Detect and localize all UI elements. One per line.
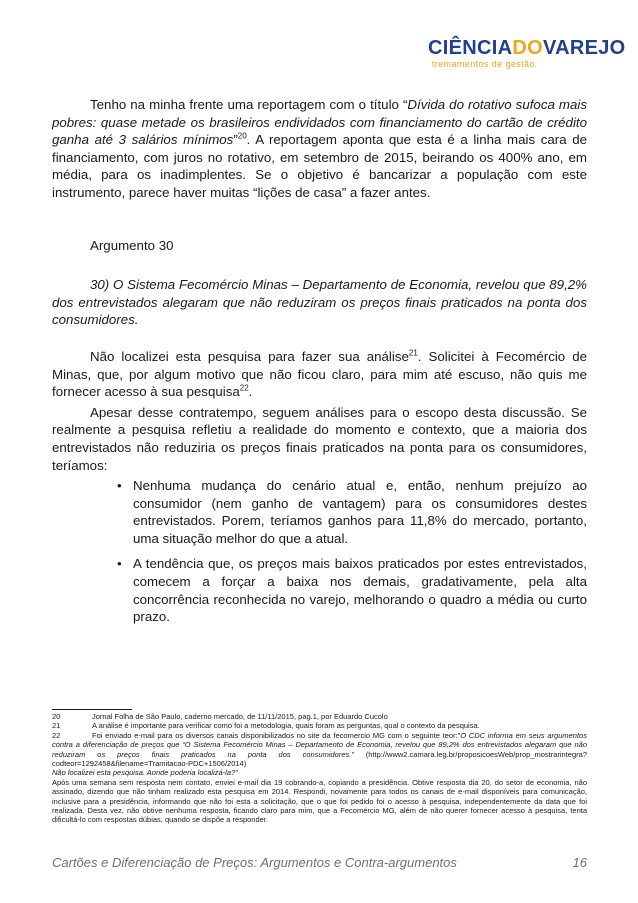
- footnote-22-question: Não localizei esta pesquisa. Aonde poderia localizá-la?”: [52, 768, 238, 778]
- para1-lead: Tenho na minha frente uma reportagem com o título “: [90, 97, 408, 112]
- footnote-number: 21: [52, 721, 61, 731]
- para2-part3: .: [248, 384, 253, 400]
- logo-word-ciencia: CIÊNCIA: [428, 37, 513, 59]
- footer-title: Cartões e Diferenciação de Preços: Argumentos e Contra-argumentos: [52, 855, 457, 870]
- footnote-text: Foi enviado e-mail para os diversos canais disponibilizados no site da fecomercio MG com o seguinte teor:”: [92, 730, 461, 740]
- paragraph-analises: Apesar desse contratempo, seguem análises para o escopo desta discussão. Se realmente a pesquisa refletiu a realidade do momento e contexto, que a maioria dos entrevistados não reduziria os preços finais praticados na ponta para os consumidores, teríamos:: [52, 404, 587, 473]
- page-footer: [52, 855, 587, 870]
- para2-part1: Não localizei esta pesquisa para fazer sua análise: [90, 348, 409, 364]
- bullet-item: [117, 555, 587, 625]
- logo-word-do: DO: [512, 37, 543, 59]
- footnote-number: 22: [52, 730, 61, 740]
- footnote-22-followup: Após uma semana sem resposta nem contato, enviei e-mail dia 19 cobrando-a, copiando a presidência. Obtive resposta dia 20, do setor de economia, não assinado, dizendo que não tinham realizado esta pesquisa em 2014. Respondi, novamente para todos os canais de e-mail disponíveis para comunicação, inclusive para a presidência, informando que não foi esta a solicitação, que o que foi pedido foi o acesso à pesquisa, independentemente da data que foi realizada. Desta vez, não obtive nenhuma resposta, ficando claro para mim, que a Fecomércio MG, além de não querer fornecer acesso à pesquisa, tenta dificultá-lo com respostas dúbias, quando se dispõe a responder.: [52, 777, 587, 825]
- footnote-ref-21: 21: [408, 348, 418, 358]
- logo-word-varejo: VAREJO: [542, 37, 626, 59]
- brand-logo: [428, 37, 626, 70]
- footnote-quote: O CDC informa em seus argumentos contra a diferenciação de preços que “O Sistema Fecomércio Minas – Departamento de Economia, revelou que 89,2% dos entrevistados alegaram que não reduziram os preços finais praticados na ponta dos consumidores.”: [52, 730, 587, 759]
- argument-quote: 30) O Sistema Fecomércio Minas – Departamento de Economia, revelou que 89,2% dos entrevistados alegaram que não reduziram os preços finais praticados na ponta dos consumidores.: [52, 277, 587, 328]
- footnote-divider: [52, 709, 132, 710]
- footnote-text: A análise é importante para verificar como foi a metodologia, quais foram as perguntas, qual o contexto da pesquisa.: [92, 721, 480, 731]
- footnote-text: Jornal Folha de São Paulo, caderno mercado, de 11/11/2015, pag.1, por Eduardo Cucolo: [92, 712, 388, 721]
- bullet-marker: •: [117, 556, 122, 572]
- bullet-text: Nenhuma mudança do cenário atual e, então, nenhum prejuízo ao consumidor (nem ganho de vantagem) para os consumidores destes entrevistados. Porem, teríamos ganhos para 11,8% do mercado, portanto, uma situação melhor do que a atual.: [133, 478, 587, 546]
- para2-part2: . Solicitei à Fecomércio de Minas, que, por algum motivo que não ficou claro, para mim até escuso, não quis me fornecer acesso à sua pesquisa: [52, 348, 587, 400]
- logo-wordmark: [428, 37, 626, 59]
- bullet-marker: •: [117, 478, 122, 494]
- para1-rest: . A reportagem aponta que esta é a linha mais cara de financiamento, com juros no rotativo, em setembro de 2015, beirando os 400% ano, em média, para os inadimplentes. Se o objetivo é bancarizar a população com este instrumento, parece haver muitas “lições de casa” a fazer antes.: [52, 132, 587, 200]
- footnote-22: [52, 731, 587, 769]
- body-text: [52, 96, 587, 634]
- footnote-ref-22: 22: [239, 383, 249, 393]
- argument-heading: Argumento 30: [90, 237, 174, 253]
- bullet-item: [117, 477, 587, 547]
- footnotes: [52, 712, 587, 825]
- footnote-20: [52, 712, 587, 721]
- paragraph-reportagem: [52, 96, 587, 202]
- article-title: Dívida do rotativo sufoca mais pobres: quase metade os brasileiros endividados com financiamento do cartão de crédito ganha até 3 salários mínimos: [52, 97, 587, 148]
- footnote-number: 20: [52, 712, 61, 721]
- paragraph-pesquisa: [52, 348, 587, 401]
- footnote-url: (http://www2.camara.leg.br/proposicoesWeb/prop_mostrarintegra?codteor=1292458&filename=Tramitacao-PDC+1506/2014): [52, 749, 587, 769]
- bullet-list: [52, 477, 587, 626]
- logo-tagline: treinamentos de gestão: [432, 59, 535, 69]
- bullet-text: A tendência que, os preços mais baixos praticados por estes entrevistados, comecem a forçar a baixa nos demais, gradativamente, pela alta concorrência reconhecida no varejo, melhorando o quadro a média ou curto prazo.: [133, 556, 587, 625]
- para1-close-quote: ”: [233, 132, 238, 148]
- footnote-21: [52, 721, 587, 730]
- page-number: 16: [572, 855, 587, 870]
- footnote-ref-20: 20: [237, 131, 247, 141]
